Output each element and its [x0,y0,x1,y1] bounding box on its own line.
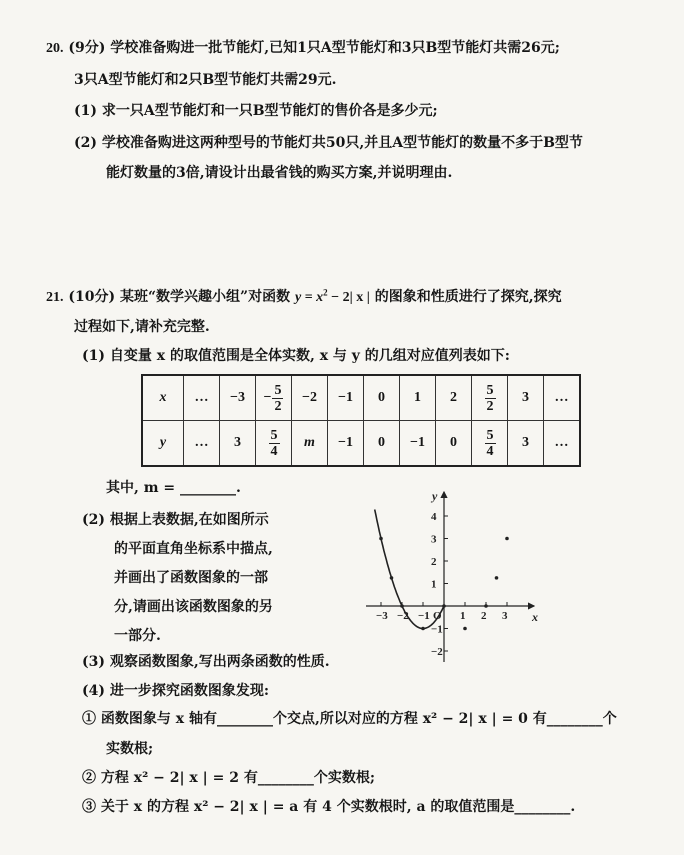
y-cell: … [184,421,220,467]
q20-score: (9分) [68,40,106,56]
q21-part-3: (3) 观察函数图象,写出两条函数的性质. [82,654,330,670]
y-tick-label: 2 [431,556,437,568]
q21-part-2-line3: 并画出了函数图象的一部 [114,570,268,586]
y-cell: … [544,421,581,467]
function-formula: $y = x^2 - 2|$ x | [294,287,370,305]
y-tick-label: −1 [431,623,443,636]
x-cell: … [544,375,581,421]
y-cell: 0 [436,421,472,467]
plot-point [421,627,425,631]
x-cell: −3 [220,375,256,421]
x-cell: − $\frac{5}{2}$ [256,375,292,421]
x-cell: 1 [400,375,436,421]
plot-point [390,576,394,580]
q21-sub-1-line1: ① 函数图象与 x 轴有________个交点,所以对应的方程 x² − 2| x | = 0 有________个 [82,711,617,727]
y-tick-label: −2 [431,646,443,658]
x-cell: 0 [364,375,400,421]
y-axis-label: y [432,489,438,503]
q21-part-1: (1) 自变量 x 的取值范围是全体实数, x 与 y 的几组对应值列表如下: [82,348,510,364]
x-tick-label: 3 [502,610,508,622]
q20-part-2-line2: 能灯数量的3倍,请设计出最省钱的购买方案,并说明理由. [106,165,453,181]
y-tick-label: 4 [431,511,437,523]
x-tick-label: −3 [376,610,388,622]
table-header-y: y [142,421,184,467]
plot-point [484,604,488,608]
q21-part-2-line2: 的平面直角坐标系中描点, [114,541,273,557]
y-cell: m [292,421,328,467]
q21-part-2-line4: 分,请画出该函数图象的另 [114,599,273,615]
q21-number: 21. [46,290,64,305]
q21-stem-1-end: 的图象和性质进行了探究,探究 [374,289,562,305]
x-cell: … [184,375,220,421]
x-cell: 2 [436,375,472,421]
plot-point [495,576,499,580]
q21-part-2-line5: 一部分. [114,628,161,644]
q21-part-4: (4) 进一步探究函数图象发现: [82,683,270,699]
x-cell: −1 [328,375,364,421]
x-tick-label: −2 [397,610,409,622]
q21-part-2-line1: (2) 根据上表数据,在如图所示 [82,512,269,528]
q20-part-1: (1) 求一只A型节能灯和一只B型节能灯的售价各是多少元; [74,103,438,119]
plot-point [505,537,509,541]
axis-ticks [376,511,508,658]
y-cell: −1 [400,421,436,467]
x-cell: 3 [508,375,544,421]
plot-point [400,604,404,608]
x-cell: −2 [292,375,328,421]
table-row-y [142,421,580,467]
q20-stem-2: 3只A型节能灯和2只B型节能灯共需29元. [74,72,337,88]
y-cell: $\frac{5}{4}$ [472,421,508,467]
q20-part-2-line1: (2) 学校准备购进这两种型号的节能灯共50只,并且A型节能灯的数量不多于B型节 [74,135,583,151]
q20-stem-1: 学校准备购进一批节能灯,已知1只A型节能灯和3只B型节能灯共需26元; [110,40,560,56]
q20-line1 [46,38,560,59]
y-cell: $\frac{5}{4}$ [256,421,292,467]
plot-point [442,604,446,608]
x-tick-label: 2 [481,610,487,622]
origin-label: O [433,610,442,622]
q21-stem-1: 某班“数学兴趣小组”对函数 [119,289,291,305]
x-tick-label: −1 [418,610,430,622]
q21-sub-2: ② 方程 x² − 2| x | = 2 有________个实数根; [82,770,375,786]
q21-line1 [46,287,562,308]
table-header-x: x [142,375,184,421]
plot-point [379,537,383,541]
q21-sub-3: ③ 关于 x 的方程 x² − 2| x | = a 有 4 个实数根时, a 的取值范围是________. [82,799,576,815]
y-tick-label: 1 [431,578,437,591]
coordinate-graph [362,486,542,666]
q21-score: (10分) [68,289,116,305]
y-tick-label: 3 [431,533,437,546]
q21-sub-1-line2: 实数根; [106,741,154,757]
y-cell: 3 [220,421,256,467]
table-row-x [142,375,580,421]
x-cell: $\frac{5}{2}$ [472,375,508,421]
q20-number: 20. [46,41,64,56]
x-axis-label: x [532,610,538,624]
y-cell: 0 [364,421,400,467]
y-cell: −1 [328,421,364,467]
x-tick-label: 1 [460,610,466,622]
y-cell: 3 [508,421,544,467]
value-table [141,374,581,467]
plot-point [463,627,467,631]
q21-stem-2: 过程如下,请补充完整. [74,319,210,335]
q21-m-line: 其中, m = ________. [106,480,241,496]
